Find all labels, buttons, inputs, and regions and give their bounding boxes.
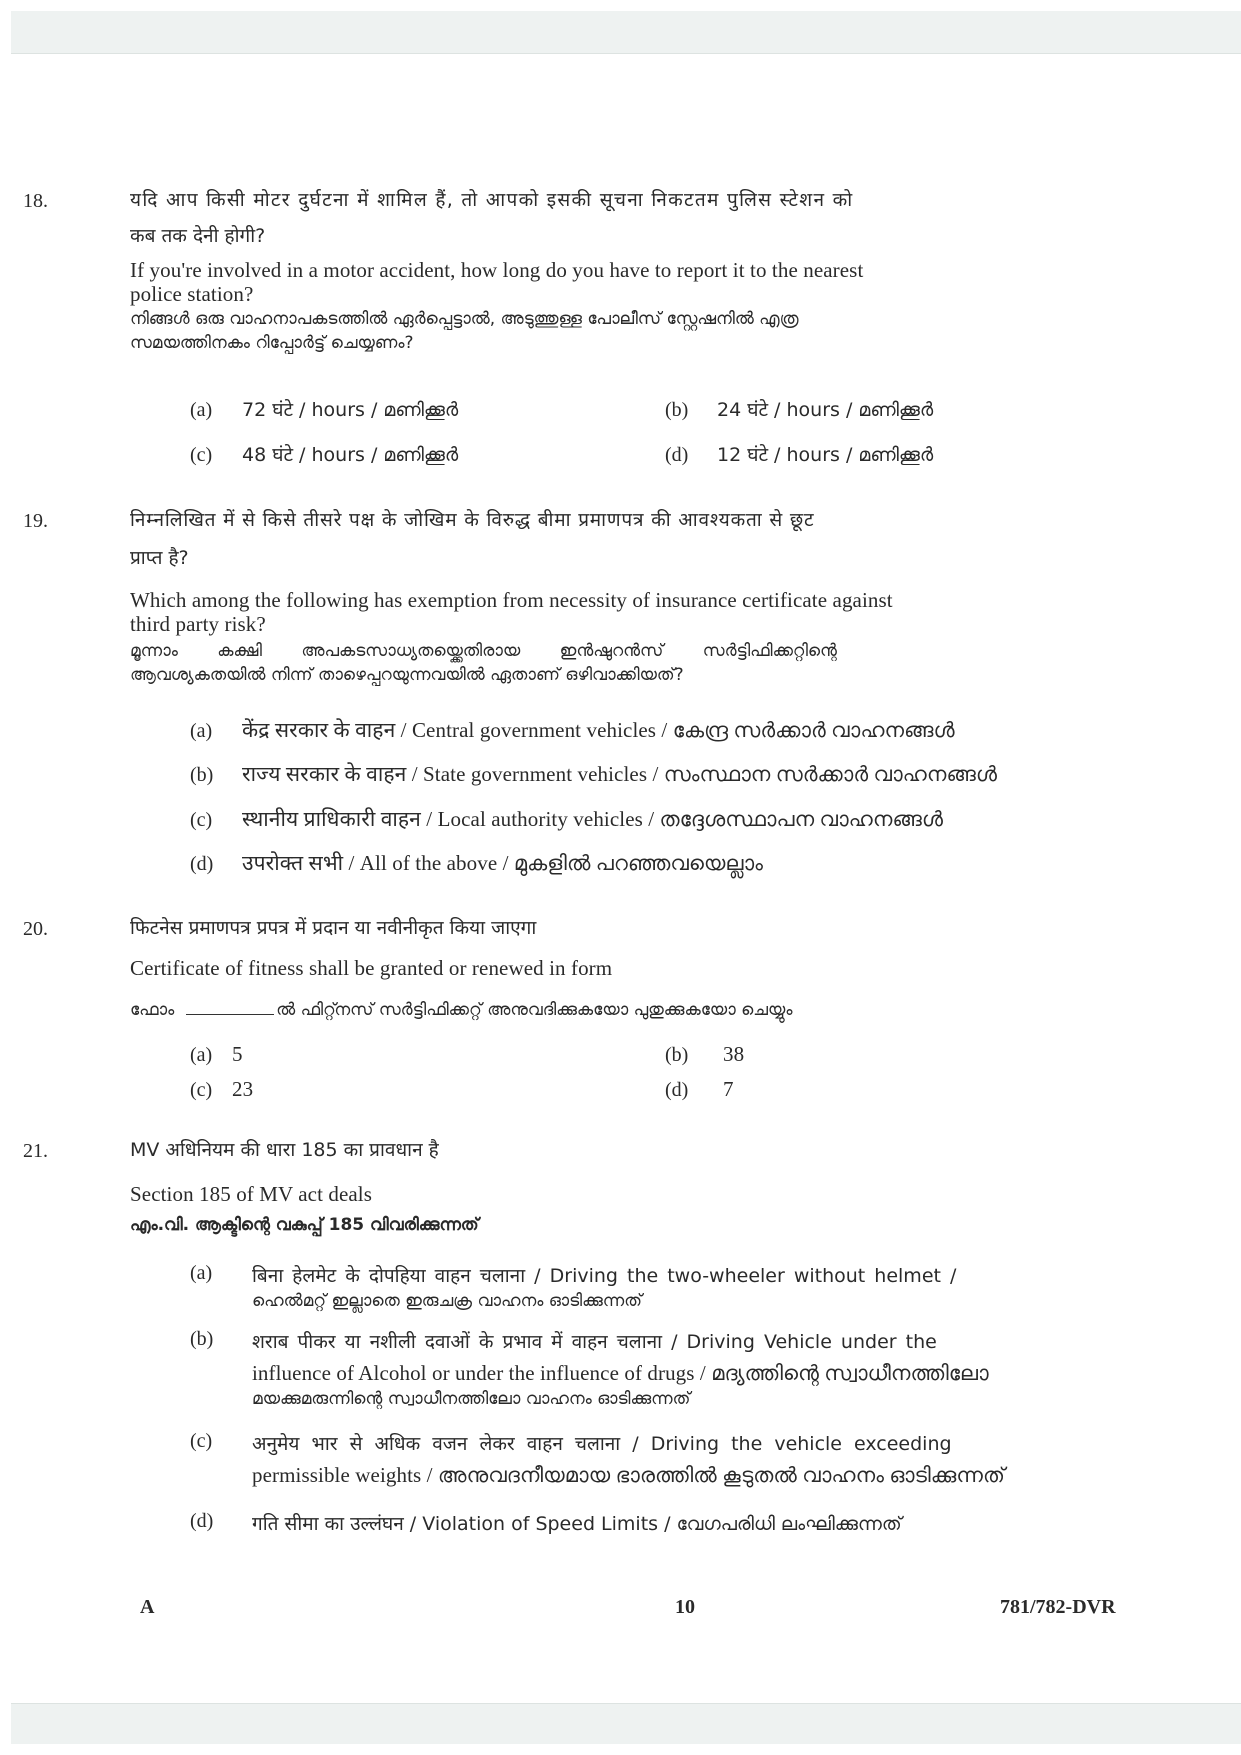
option-label: (a) [190,1044,213,1066]
option-20-b[interactable] [665,1042,744,1067]
scan-border-top [11,11,1241,54]
option-label: (b) [190,764,214,786]
set-code: A [140,1596,155,1618]
option-label: (a) [190,720,213,742]
option-text-line-1: अनुमेय भार से अधिक वजन लेकर वाहन चलाना / Driving the vehicle exceeding [252,1433,952,1455]
question-hindi-line-1: MV अधिनियम की धारा 185 का प्रावधान है [130,1139,439,1161]
question-english-line-1: Which among the following has exemption from necessity of insurance certificate against [130,588,893,612]
option-19-a[interactable] [190,716,955,744]
fill-in-blank [186,1014,274,1015]
option-label: (b) [665,1044,689,1066]
question-hindi-line-2: प्राप्त है? [130,547,189,569]
option-20-a[interactable] [190,1042,243,1067]
option-text: स्थानीय प्राधिकारी वाहन / Local authority vehicles / തദ്ദേശസ്ഥാപന വാഹനങ്ങൾ [242,807,944,831]
option-18-a[interactable] [190,396,458,422]
question-number: 20. [23,918,48,940]
option-text: 12 घंटे / hours / മണിക്കൂർ [717,444,934,466]
question-malayalam-line-1: മൂന്നാം കക്ഷി അപകടസാധ്യതയ്ക്കെതിരായ ഇൻഷുറൻസ് സർട്ടിഫിക്കറ്റിന്റെ [130,641,837,661]
option-label: (c) [190,444,213,466]
question-english-line-1: Section 185 of MV act deals [130,1182,373,1206]
option-label: (d) [190,853,214,875]
option-label: (a) [190,399,213,421]
option-20-d[interactable] [665,1077,734,1102]
option-text: 24 घंटे / hours / മണിക്കൂർ [717,399,934,421]
option-label: (b) [665,399,689,421]
option-18-d[interactable] [665,441,933,467]
question-hindi-line-1: निम्नलिखित में से किसे तीसरे पक्ष के जोखिम के विरुद्ध बीमा प्रमाणपत्र की आवश्यकता से छूट [130,509,815,531]
malayalam-suffix: ൽ ഫിറ്റ്നസ് സർട്ടിഫിക്കറ്റ് അനുവദിക്കുകയോ പുതുക്കുകയോ ചെയ്യും [276,1000,793,1020]
option-19-b[interactable] [190,760,997,788]
question-hindi-line-1: यदि आप किसी मोटर दुर्घटना में शामिल हैं, तो आपको इसकी सूचना निकटतम पुलिस स्टेशन को [130,189,854,211]
question-number: 21. [23,1140,48,1162]
page-number: 10 [675,1596,695,1618]
option-20-c[interactable] [190,1077,253,1102]
option-text-line-1: शराब पीकर या नशीली दवाओं के प्रभाव में वाहन चलाना / Driving Vehicle under the [252,1331,937,1353]
option-label: (d) [190,1510,214,1532]
option-text: 38 [723,1042,745,1066]
option-text-line-2: ഹെൽമറ്റ് ഇല്ലാതെ ഇരുചക്ര വാഹനം ഓടിക്കുന്നത് [252,1291,642,1311]
question-english-line-1: Certificate of fitness shall be granted or renewed in form [130,956,613,980]
option-text: 7 [723,1077,734,1101]
question-english-line-2: third party risk? [130,612,266,636]
option-text-line-2: permissible weights / അനുവദനീയമായ ഭാരത്തിൽ കൂടുതൽ വാഹനം ഓടിക്കുന്നത് [252,1463,1005,1487]
option-label: (b) [190,1328,214,1350]
option-label: (c) [190,809,213,831]
option-text-line-1: गति सीमा का उल्लंघन / Violation of Speed Limits / വേഗപരിധി ലംഘിക്കുന്നത് [252,1513,902,1535]
option-text: 5 [232,1042,243,1066]
question-english-line-2: police station? [130,282,254,306]
option-text: 23 [232,1077,254,1101]
question-malayalam-line-1: നിങ്ങൾ ഒരു വാഹനാപകടത്തിൽ ഏർപ്പെട്ടാൽ, അടുത്തുള്ള പോലീസ് സ്റ്റേഷനിൽ എത്ര [130,309,799,329]
question-malayalam-line-2: സമയത്തിനകം റിപ്പോർട്ട് ചെയ്യണം? [130,333,414,353]
question-hindi-line-2: कब तक देनी होगी? [130,225,266,247]
option-label: (d) [665,1079,689,1101]
option-19-d[interactable] [190,849,763,877]
option-text: 72 घंटे / hours / മണിക്കൂർ [242,399,459,421]
option-label: (a) [190,1262,213,1284]
question-number: 18. [23,190,48,212]
option-text: राज्य सरकार के वाहन / State government vehicles / സംസ്ഥാന സർക്കാർ വാഹനങ്ങൾ [242,762,998,786]
paper-code: 781/782-DVR [1000,1596,1116,1618]
question-english-line-1: If you're involved in a motor accident, how long do you have to report it to the nearest [130,258,864,282]
option-19-c[interactable] [190,805,943,833]
option-label: (d) [665,444,689,466]
malayalam-prefix: ഫോം [130,1000,175,1020]
option-18-c[interactable] [190,441,458,467]
option-text: 48 घंटे / hours / മണിക്കൂർ [242,444,459,466]
option-text-line-3: മയക്കുമരുന്നിന്റെ സ്വാധീനത്തിലോ വാഹനം ഓടിക്കുന്നത് [252,1389,691,1409]
option-label: (c) [190,1430,213,1452]
option-text: उपरोक्त सभी / All of the above / മുകളിൽ പറഞ്ഞവയെല്ലാം [242,851,763,875]
scan-border-bottom [11,1703,1241,1744]
option-text-line-2: influence of Alcohol or under the influence of drugs / മദ്യത്തിന്റെ സ്വാധീനത്തിലോ [252,1361,989,1385]
question-hindi-line-1: फिटनेस प्रमाणपत्र प्रपत्र में प्रदान या नवीनीकृत किया जाएगा [130,917,537,939]
option-text: केंद्र सरकार के वाहन / Central government vehicles / കേന്ദ്ര സർക്കാർ വാഹനങ്ങൾ [242,718,955,742]
option-text-line-1: बिना हेलमेट के दोपहिया वाहन चलाना / Driving the two-wheeler without helmet / [252,1265,957,1287]
question-number: 19. [23,510,48,532]
question-malayalam-line-1 [130,998,792,1022]
question-malayalam-line-1: എം.വി. ആക്ടിന്റെ വകുപ്പ് 185 വിവരിക്കുന്നത് [130,1215,479,1235]
option-label: (c) [190,1079,213,1101]
option-18-b[interactable] [665,396,933,422]
question-malayalam-line-2: ആവശ്യകതയിൽ നിന്ന് താഴെപ്പറയുന്നവയിൽ ഏതാണ് ഒഴിവാക്കിയത്? [130,665,684,685]
